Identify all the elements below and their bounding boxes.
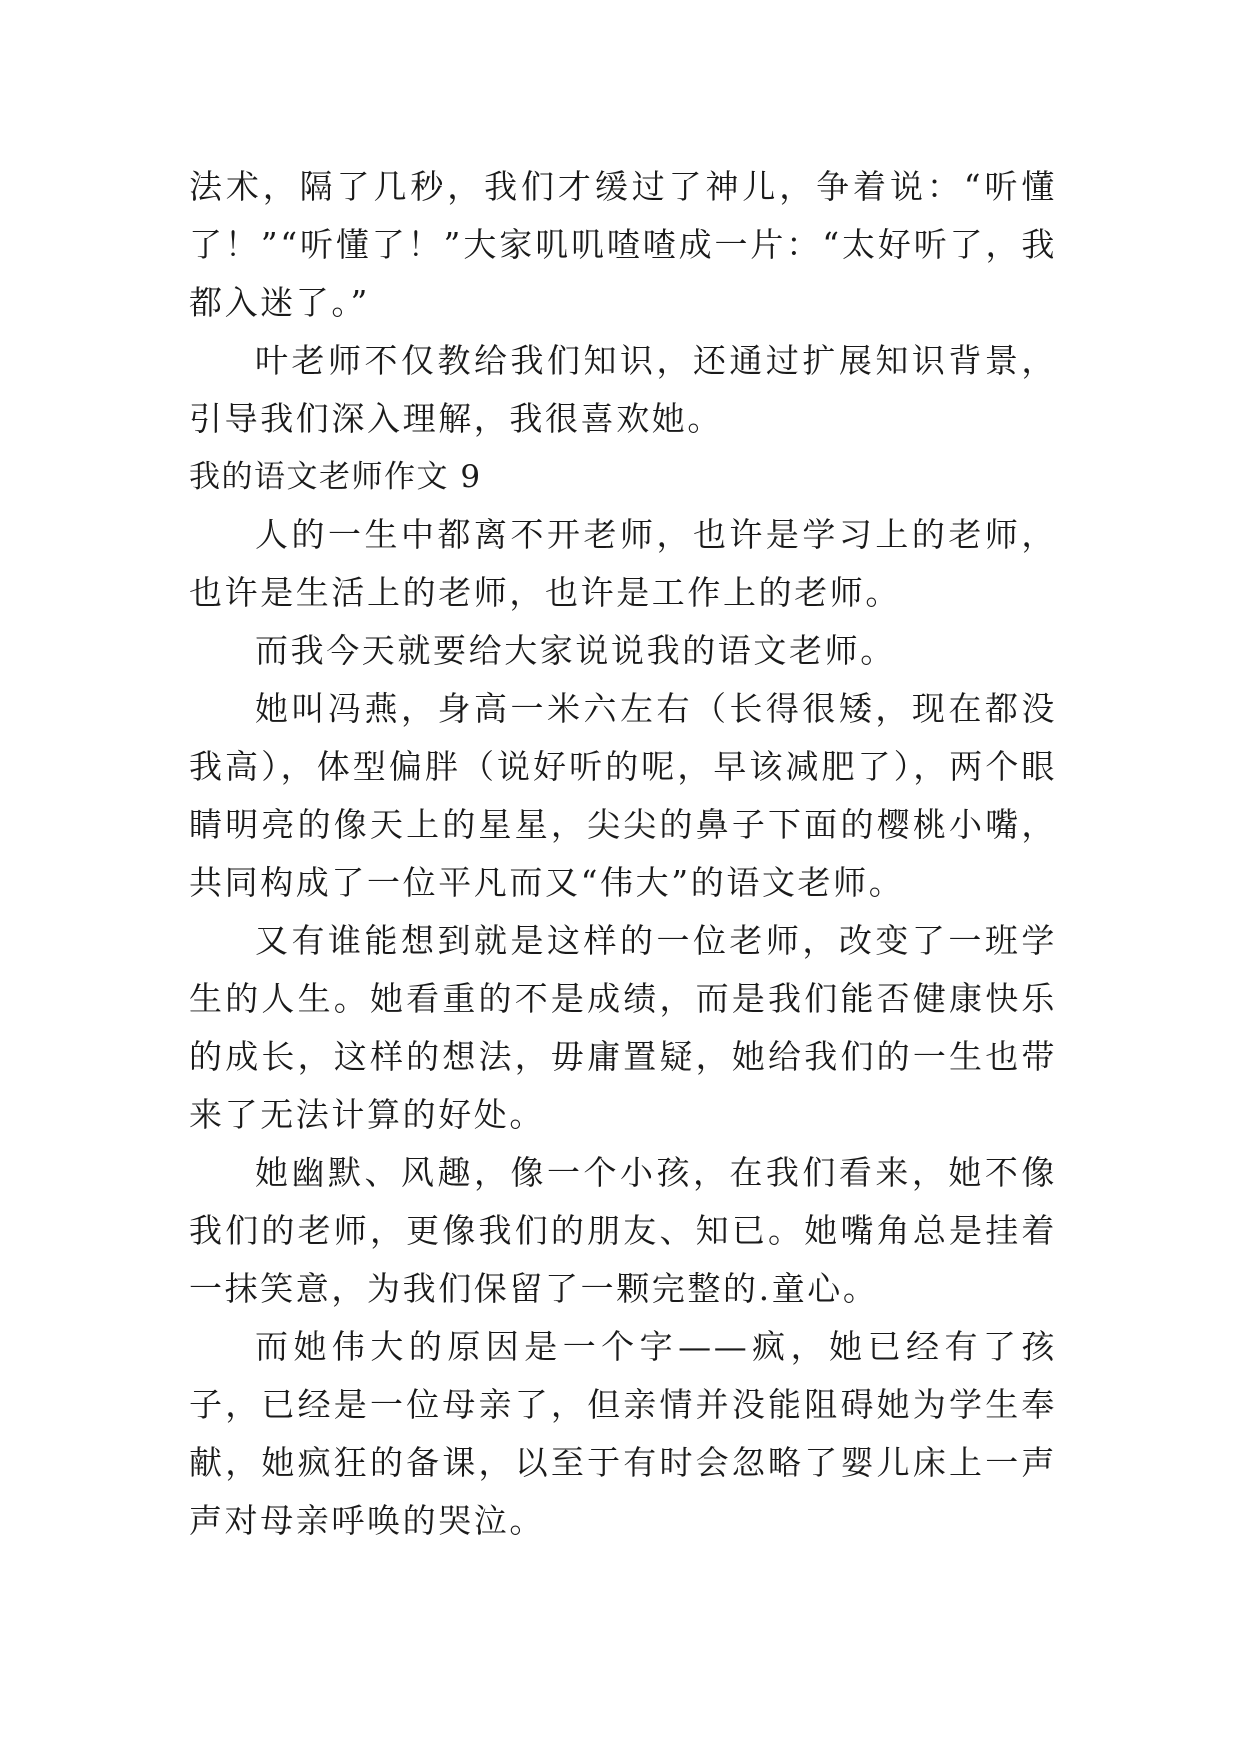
paragraph-teacher-ye: 叶老师不仅教给我们知识，还通过扩展知识背景，引导我们深入理解，我很喜欢她。 — [189, 341, 1057, 438]
essay-heading: 我的语文老师作文 9 — [189, 459, 482, 495]
document-page — [189, 158, 1057, 1550]
paragraph-influence: 又有谁能想到就是这样的一位老师，改变了一班学生的人生。她看重的不是成绩，而是我们能否健康快乐的成长，这样的想法，毋庸置疑，她给我们的一生也带来了无法计算的好处。 — [189, 921, 1057, 1134]
paragraph-continuation: 法术，隔了几秒，我们才缓过了神儿，争着说：“听懂了！”“听懂了！”大家叽叽喳喳成一片：“太好听了，我都入迷了。” — [189, 167, 1057, 322]
paragraph-topic: 而我今天就要给大家说说我的语文老师。 — [255, 631, 896, 670]
paragraph-personality: 她幽默、风趣，像一个小孩，在我们看来，她不像我们的老师，更像我们的朋友、知已。她嘴角总是挂着一抹笑意，为我们保留了一颗完整的.童心。 — [189, 1153, 1057, 1308]
paragraph-intro: 人的一生中都离不开老师，也许是学习上的老师，也许是生活上的老师，也许是工作上的老师。 — [189, 515, 1057, 612]
paragraph-appearance: 她叫冯燕，身高一米六左右（长得很矮，现在都没我高），体型偏胖（说好听的呢，早该减肥了），两个眼睛明亮的像天上的星星，尖尖的鼻子下面的樱桃小嘴，共同构成了一位平凡而又“伟大”的语文老师。 — [189, 689, 1057, 902]
paragraph-dedication: 而她伟大的原因是一个字——疯，她已经有了孩子，已经是一位母亲了，但亲情并没能阻碍她为学生奉献，她疯狂的备课，以至于有时会忽略了婴儿床上一声声对母亲呼唤的哭泣。 — [189, 1327, 1057, 1540]
